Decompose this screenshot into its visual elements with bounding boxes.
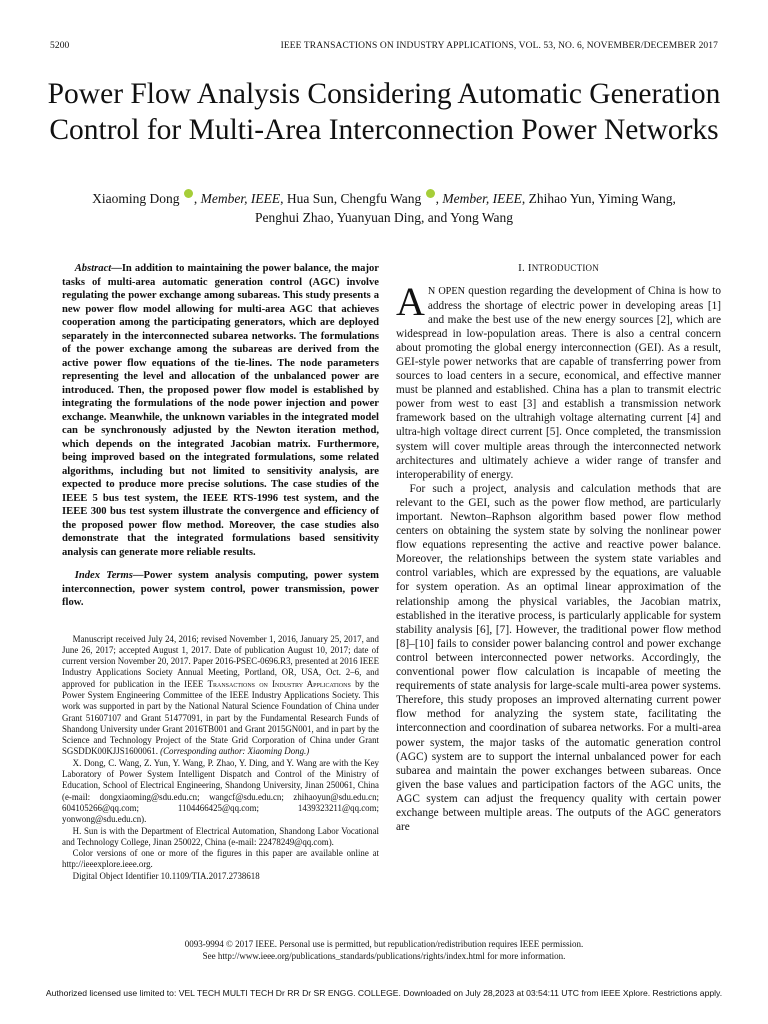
index-terms-text: —Power system analysis computing, power system interconnection, power system control, power transmission, power flow. <box>62 570 379 608</box>
author-dong: Xiaoming Dong <box>92 191 180 206</box>
doi: Digital Object Identifier 10.1109/TIA.2017.2738618 <box>72 870 260 881</box>
section-number: I. <box>518 262 528 274</box>
copyright-notice <box>40 939 728 962</box>
color-note: Color versions of one or more of the figures in this paper are available online at http://ieeexplore.ieee.org. <box>62 848 379 870</box>
section-first-letter: I <box>527 262 532 274</box>
copyright-line-1: 0093-9994 © 2017 IEEE. Personal use is permitted, but republication/redistribution requires IEEE permission. <box>184 939 584 949</box>
intro-paragraph-2: For such a project, analysis and calculation methods that are relevant to the GEI, such as the power flow method, are particularly important. Newton–Raphson algorithm based power flow method centers on obtaining the system state by solving the nonlinear power flow equations representing the active and reactive power balance. Moreover, the relationships between the system state variables and control variables, which are expressed by the equations, are valuable for system operation. As an optimal linear approximation of the relationship among the physical variables, the Jacobian matrix, established in the iterative process, is particularly applicable for system stability analysis [6], [7]. However, the traditional power flow method [8]–[10] fails to consider power balancing control and power exchange control between interconnected power networks. Accordingly, the conventional power flow calculation is incapable of meeting the requirements of state analysis for large-scale multi-area power systems. Therefore, this study proposes an improved alternating current power flow method for analyzing the system state, facilitating the interconnection and coordination of subarea networks. For a multi-area power system, the major tasks of the automatic generation control (AGC) system are to support the internal unbalanced power for each subarea and maintain the power exchanges between subareas. Once given the base values and participation factors of the AGC units, the AGC system can adjust the frequency quality with certain power exchange between multiple areas. The outputs of the AGC generators are <box>396 482 721 834</box>
abstract-lead: Abstract <box>74 263 112 274</box>
section-rest: NTRODUCTION <box>531 263 599 273</box>
manuscript-note-b: by the Power System Engineering Committee of the IEEE Industry Applications Society. This work was supported in part by the National Natural Science Foundation of China under Grant 51607107 and Grant 51477091, in part by the Fundamental Research Funds of Shandong University under Grant 2016TB001 and Grant 2015GN001, and in part by the Science and Technology Project of the State Grid Corporation of China under Grant SGSDDK00KJJS1600061. <box>62 678 380 757</box>
section-heading-introduction <box>396 262 721 276</box>
journal-header: IEEE TRANSACTIONS ON INDUSTRY APPLICATIONS, VOL. 53, NO. 6, NOVEMBER/DECEMBER 2017 <box>280 41 718 51</box>
affiliation-1: X. Dong, C. Wang, Z. Yun, Y. Wang, P. Zhao, Y. Ding, and Y. Wang are with the Key Laboratory of Power System Intelligent Dispatch and Control of the Ministry of Education, School of Electrical Engineering, Shandong University, Jinan 250061, China (e-mail: dongxiaoming@sdu.edu.cn; wangcf@sdu.edu.cn; zhihaoyun@sdu.edu.cn; 604105266@qq.com; 1104466425@qq.com; 1439323211@qq.com; yonwong@sdu.edu.cn). <box>62 757 379 825</box>
journal-name-sc: Transactions on Industry Applications <box>207 678 351 689</box>
orcid-icon[interactable] <box>426 189 435 198</box>
right-column <box>396 262 721 834</box>
abstract <box>62 262 379 559</box>
affiliation-2: H. Sun is with the Department of Electrical Automation, Shandong Labor Vocational and Technology College, Jinan 250022, China (e-mail: 22478249@qq.com). <box>62 825 379 847</box>
intro-small-caps: N OPEN <box>427 285 465 297</box>
intro-p1-text: question regarding the development of China is how to address the shortage of electric power in developing areas [1] and make the best use of the new energy sources [2], which are widespread in low-population areas. There is also a central concern about promoting the global energy interconnection (GEI). As a result, GEI-style power networks that are capable of transferring power from sources to load centers in a secure, economical, and effective manner must be planned and established. China has a plan to transmit electric power from west to east [3] and establish a transmission network framework based on the ultrahigh voltage alternating current [4] and ultra-high voltage direct current [5]. Once completed, the transmission system will cover multiple areas through the interconnected network architectures and ultimately achieve a wider range of transfer and interoperability of energy. <box>396 284 721 481</box>
left-column <box>62 262 379 882</box>
manuscript-note-a: Manuscript received July 24, 2016; revised November 1, 2016, January 25, 2017, and June 26, 2017; accepted August 1, 2017. Date of publication August 10, 2017; date of current version November 20, 2017. Paper 2016-PSEC-0696.R3, presented at 2016 IEEE Industry Applications Society Annual Meeting, Portland, OR, USA, Oct. 2–6, and approved for publication in the IEEE <box>62 633 379 689</box>
orcid-icon[interactable] <box>184 189 193 198</box>
abstract-text: —In addition to maintaining the power balance, the major tasks of multi-area automatic generation control (AGC) involve regulating the power exchange among subareas. This study presents a new power flow model allowing for multi-area AGC that achieves cooperation among the participating generators, which are deployed separately in the interconnected subarea networks. The formulations of the power exchange among the subareas are derived from the active power flow equations of the tie-lines. The node parameters representing the level and allocation of the unbalanced power are introduced. Then, the proposed power flow model is established by integrating the formulations of the node power injection and power exchange. Meanwhile, the unknown variables in the integrated model can be synchronously adjusted by the Newton iteration method, which depends on the integrated Jacobian matrix. Furthermore, being improved based on the integrated formulations, some related algorithms, including but not limited to sensitivity analysis, are expected to produce more precise solutions. The case studies of the IEEE 5 bus test system, the IEEE RTS-1996 test system, and the IEEE 300 bus test system illustrate the convergence and efficiency of the proposed power flow method. Moreover, the case studies also demonstrate that the integrated formulations based sensitivity analysis can generate more reliable results. <box>62 263 379 558</box>
authorized-use-notice: Authorized licensed use limited to: VEL TECH MULTI TECH Dr RR Dr SR ENGG. COLLEGE. Downloaded on July 28,2023 at 03:54:11 UTC from IEEE Xplore. Restrictions apply. <box>45 988 723 998</box>
paper-title: Power Flow Analysis Considering Automatic Generation Control for Multi-Area Interconnection Power Networks <box>47 78 721 146</box>
intro-paragraph-1 <box>396 278 721 482</box>
index-terms <box>62 569 379 610</box>
authors-segment-2: , Hua Sun, Chengfu Wang <box>280 191 422 206</box>
manuscript-note <box>62 634 379 758</box>
authors-segment-3: , Zhihao Yun, Yiming Wang, <box>521 191 676 206</box>
footnotes <box>62 634 379 883</box>
index-terms-lead: Index Terms <box>74 570 133 581</box>
copyright-line-2: See http://www.ieee.org/publications_standards/publications/rights/index.html for more information. <box>202 950 566 961</box>
page-number: 5200 <box>50 41 70 51</box>
member-ieee-label: Member, IEEE <box>442 191 522 206</box>
drop-cap: A <box>396 278 425 324</box>
author-line-1: Xiaoming Dong , Member, IEEE, Hua Sun, Chengfu Wang , Member, IEEE, Zhihao Yun, Yiming Wang, <box>92 191 676 206</box>
author-list <box>40 189 728 227</box>
corresponding-author: (Corresponding author: Xiaoming Dong.) <box>160 746 310 757</box>
author-line-2: Penghui Zhao, Yuanyuan Ding, and Yong Wang <box>254 210 514 225</box>
member-ieee-label: Member, IEEE <box>200 191 281 206</box>
